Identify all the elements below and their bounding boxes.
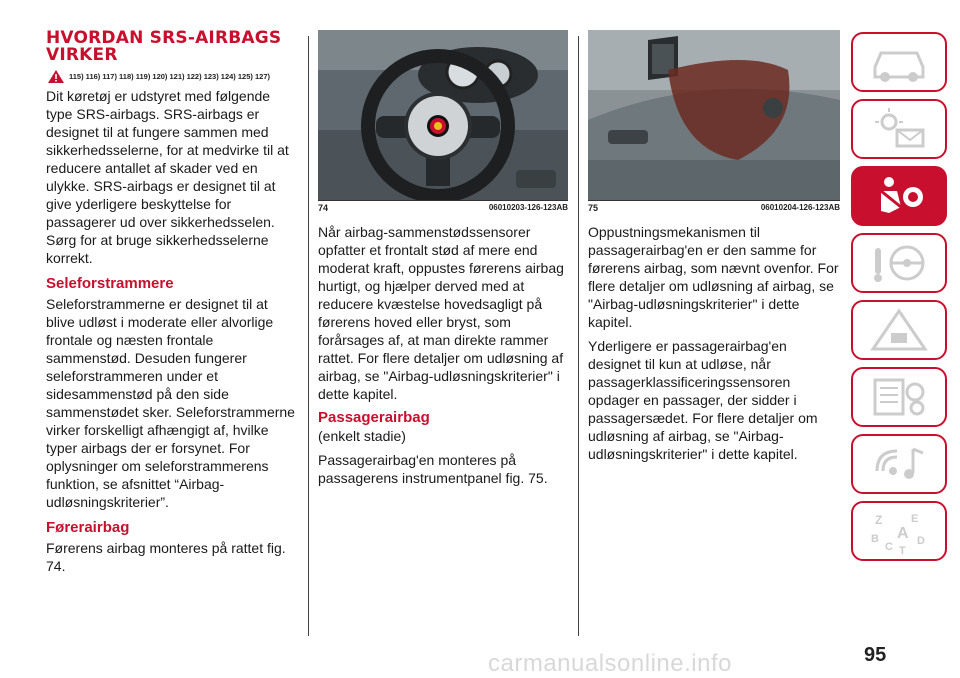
page-number: 95 [864, 644, 887, 666]
seatbelt-airbag-icon [867, 173, 931, 219]
steering-wheel-airbag-image [318, 30, 568, 200]
column-divider [578, 36, 579, 636]
column-3 [588, 30, 840, 463]
tab-emergency[interactable] [851, 300, 947, 360]
figure-74-caption [318, 200, 568, 213]
subheading-enkelt-stadie: (enkelt stadie) [318, 428, 406, 444]
watermark: carmanualsonline.info [488, 650, 732, 677]
figure-75-caption [588, 200, 840, 213]
paragraph-oppustning: Oppustningsmekanismen til passagerairbag'en er den samme for førerens airbag, som nævnt ovenfor. For flere detaljer om udløsning af airbag, se "Airbag-udløsningskriterier" i dette kapitel. [588, 224, 839, 330]
car-icon [867, 39, 931, 85]
steering-wheel-icon [867, 240, 931, 286]
tab-index[interactable] [851, 501, 947, 561]
figure-75-passenger-dashboard [588, 30, 840, 200]
index-letter: A [897, 525, 909, 542]
index-letter: B [871, 533, 879, 545]
tab-dashboard-lights[interactable] [851, 99, 947, 159]
intro-paragraph: Dit køretøj er udstyret med følgende type SRS-airbags. SRS-airbags er designet til at fungere sammen med sikkerhedsselerne, for at medvirke til at reducere antallet af skader ved en ulykke. SRS-airbags er designet til at give yderligere beskyttelse for passagerer ud over sikkerhedsselen. Sørg for at bruge sikkerhedsselerne korrekt. [46, 88, 289, 266]
maintenance-icon [867, 374, 931, 420]
index-letter: C [885, 541, 893, 553]
warning-refs-text: 115) 116) 117) 118) 119) 120) 121) 122) 123) 124) 125) 127) [69, 72, 270, 81]
column-divider [308, 36, 309, 636]
tab-multimedia[interactable] [851, 434, 947, 494]
index-icon [867, 508, 931, 554]
paragraph-seleforstrammere: Seleforstrammerne er designet til at blive udløst i moderate eller alvorlige frontale og næsten frontale sammenstød. Desuden fungerer seleforstrammeren under et sidesammenstød på den side sammenstødet sker. Seleforstrammerne virker forskelligt afhængigt af, hvilke typer airbags der er forsynet. For oplysninger om seleforstrammerens funktion, se afsnittet “Airbag-udløsningskriterier”. [46, 296, 295, 510]
column-1 [46, 30, 300, 575]
figure-number: 75 [588, 203, 599, 213]
paragraph-forerairbag: Førerens airbag monteres på rattet fig. 74. [46, 540, 286, 574]
paragraph-forerairbag-function: Når airbag-sammenstødssensorer opfatter et frontalt stød af mere end moderat kraft, oppustes førerens airbag hurtigt, og hjælper derved med at reducere kvæstelse hovedsagligt på førerens hoved eller bryst, som forårsages af, at man direkte rammer rattet. For flere detaljer om udløsning af airbag, se "Airbag-udløsningskriterier" i dette kapitel. [318, 224, 564, 402]
warning-triangle-icon [48, 70, 64, 83]
index-letter: Z [875, 513, 883, 527]
tab-driving[interactable] [851, 233, 947, 293]
tab-safety[interactable] [851, 166, 947, 226]
figure-code: 06010203-126-123AB [488, 203, 568, 212]
index-letter: T [899, 545, 906, 554]
multimedia-icon [867, 441, 931, 487]
dashboard-lights-icon [867, 106, 931, 152]
passenger-airbag-image [588, 30, 840, 200]
index-letter: E [911, 513, 919, 525]
figure-74-steering-wheel [318, 30, 568, 200]
tab-car[interactable] [851, 32, 947, 92]
heading-forerairbag: Førerairbag [46, 519, 130, 536]
paragraph-passagerklassificering: Yderligere er passagerairbag'en designet til kun at udløse, når passagerklassificeringssensoren opdager en passager, der sidder i passagersædet. For flere detaljer om udløsning af airbag, se "Airbag-udløsningskriterier" i dette kapitel. [588, 338, 818, 462]
chapter-tabs [851, 32, 951, 568]
paragraph-passagerairbag: Passagerairbag'en monteres på passagerens instrumentpanel fig. 75. [318, 452, 548, 486]
warning-references [48, 70, 300, 83]
heading-seleforstrammere: Seleforstrammere [46, 275, 174, 292]
index-letter: D [917, 535, 925, 547]
warning-triangle-icon [867, 307, 931, 353]
tab-maintenance[interactable] [851, 367, 947, 427]
column-2 [318, 30, 568, 487]
figure-number: 74 [318, 203, 329, 213]
section-title: HVORDAN SRS-AIRBAGS VIRKER [46, 28, 282, 65]
figure-code: 06010204-126-123AB [760, 203, 840, 212]
heading-passagerairbag: Passagerairbag [318, 409, 430, 426]
